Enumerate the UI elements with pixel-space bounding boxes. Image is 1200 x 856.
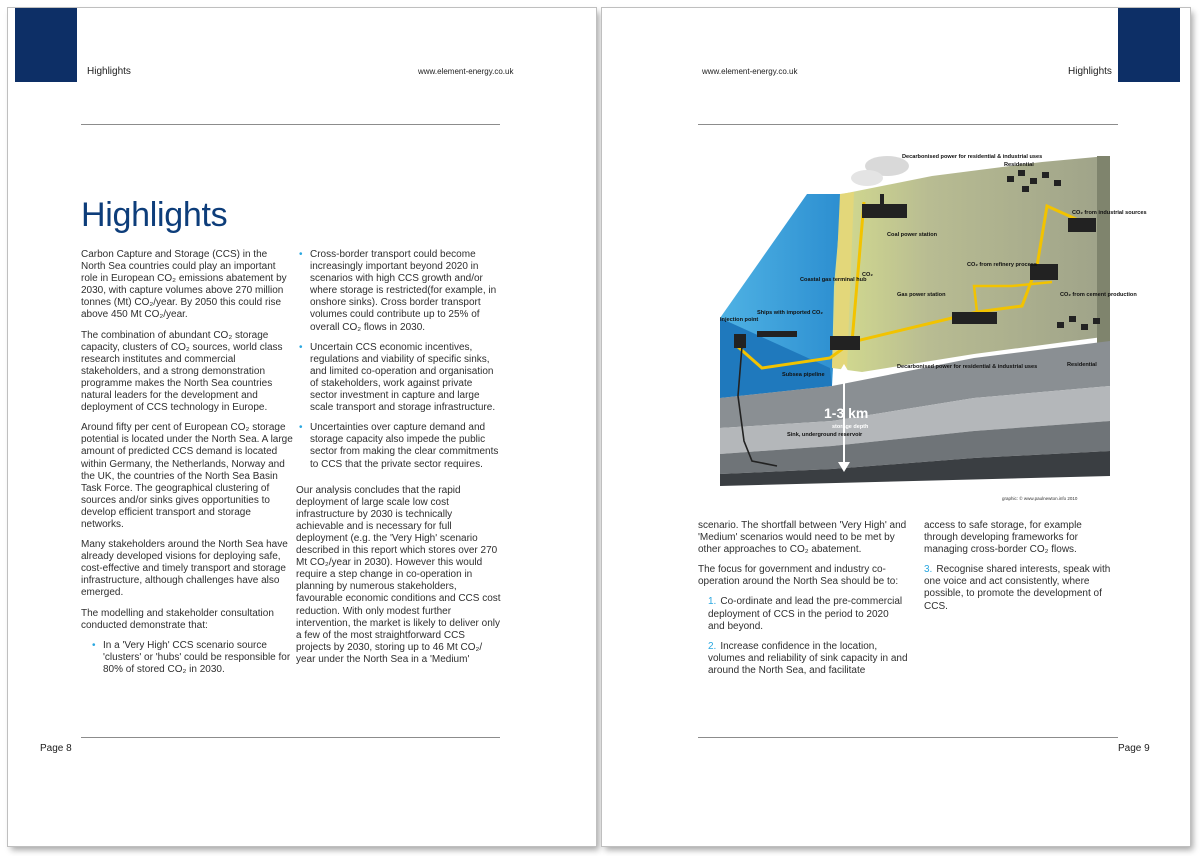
label-decarb-top: Decarbonised power for residential & industrial uses: [902, 154, 1043, 160]
platform: [734, 334, 746, 348]
numbered-item: [924, 564, 1118, 612]
text-column-2: [924, 520, 1118, 621]
label-co2-tag: CO₂: [862, 272, 873, 278]
text-column-1: [81, 249, 293, 684]
header-rule: [698, 124, 1118, 125]
paragraph: Around fifty per cent of European CO₂ storage potential is located under the North Sea. A large amount of predicted CCS demand is located within Germany, the Netherlands, Norway and the UK, the countries of the North Sea Basin Task Force. The geographical clustering of sources and/or sinks gives opportunities to develop efficient transport and storage networks.: [81, 422, 293, 530]
item-number: 1.: [708, 596, 717, 608]
text-column-2: [296, 249, 502, 674]
item-text: Co-ordinate and lead the pre-commercial deployment of CCS in the period to 2020 and beyond.: [708, 596, 903, 632]
item-text: Recognise shared interests, speak with one voice and act consistently, where possible, to promote the development of CCS.: [924, 564, 1111, 612]
footer-rule: [81, 737, 500, 738]
factory-icon: [1068, 218, 1096, 232]
bullet-dot: •: [299, 341, 303, 353]
bullet-item: • Uncertain CCS economic incentives, regulations and viability of specific sinks, and limited co-operation and organisation of stakeholders, work against private sector investment in capture and large scale transport and storage infrastructure.: [299, 341, 496, 414]
bullet-item: • Uncertainties over capture demand and storage capacity also impede the public sector from making the clear commitments to CCS that the private sector requires.: [299, 422, 499, 470]
left-page: [8, 8, 596, 846]
paragraph: The focus for government and industry co-operation around the North Sea should be to:: [698, 564, 899, 588]
coal-power-icon: [862, 204, 907, 218]
numbered-item: [698, 596, 908, 632]
paragraph: Carbon Capture and Storage (CCS) in the North Sea countries could play an important role in European CO₂ emissions abatement by 2030, with capture volumes above 270 million tonnes (Mt) CO₂/year. By 2050 this could rise above 450 Mt CO₂/year.: [81, 249, 287, 321]
bullet-item: • In a 'Very High' CCS scenario source 'clusters' or 'hubs' could be responsible for 80% of stored CO₂ in 2030.: [92, 639, 291, 675]
text-column-1: [698, 520, 908, 685]
label-residential-bottom: Residential: [1067, 362, 1097, 368]
bullet-dot: •: [299, 249, 303, 260]
cliff-side: [1097, 156, 1110, 361]
graphic-credit: graphic: © www.paulnewton.info 2010: [1002, 496, 1078, 501]
header-section-label: Highlights: [1068, 66, 1112, 77]
label-gas-power: Gas power station: [897, 292, 946, 298]
page-title: Highlights: [81, 196, 228, 234]
header-rule: [81, 124, 500, 125]
label-depth: 1-3 km: [824, 405, 869, 421]
label-depth-sub: storage depth: [832, 424, 869, 430]
chimney-icon: [880, 194, 884, 206]
paragraph: scenario. The shortfall between 'Very High' and 'Medium' scenarios would need to be met by other approaches to CO₂ abatement.: [698, 520, 907, 556]
label-decarb-bottom: Decarbonised power for residential & industrial uses: [897, 364, 1038, 370]
paragraph: The modelling and stakeholder consultation conducted demonstrate that:: [81, 607, 274, 631]
label-sink: Sink, underground reservoir: [787, 432, 863, 438]
label-co2-industrial: CO₂ from industrial sources: [1072, 210, 1147, 216]
paragraph: Our analysis concludes that the rapid deployment of large scale low cost infrastructure by 2030 is technically achievable and is necessary for full deployment (e.g. the 'Very High' scenario described in this report which stores over 270 Mt CO₂/year in 2030). However this would require a step change in co-operation in planning by numerous stakeholders, favourable economic conditions and CCS cost reduction. With only modest further intervention, the market is likely to deliver only a few of the most straightforward CCS projects by 2030, storing up to 46 Mt CO₂/ year under the North Sea in a 'Medium': [296, 484, 501, 665]
header-tab: [1118, 8, 1180, 82]
numbered-item: [698, 641, 908, 677]
gas-power-icon: [952, 312, 997, 324]
paragraph: access to safe storage, for example through developing frameworks for managing cross-border CO₂ flows.: [924, 520, 1082, 556]
ccs-infographic: [712, 136, 1147, 506]
label-injection: Injection point: [720, 317, 759, 323]
header-section-label: Highlights: [87, 66, 131, 77]
paragraph: The combination of abundant CO₂ storage capacity, clusters of CO₂ sources, world class research institutes and commercial stakeholders, and a strong demonstration programme makes the North Sea countries natural leaders for the development and deployment of CCS technology in Europe.: [81, 329, 283, 414]
label-coastal-gas: Coastal gas terminal hub: [800, 277, 867, 283]
label-subsea: Subsea pipeline: [782, 372, 825, 378]
label-co2-cement: CO₂ from cement production: [1060, 292, 1137, 298]
header-url: www.element-energy.co.uk: [702, 67, 798, 76]
paragraph: Many stakeholders around the North Sea have already developed visions for deploying safe, cost-effective and timely transport and storage infrastructure, although challenges have also emerged.: [81, 539, 288, 599]
label-ships: Ships with imported CO₂: [757, 310, 823, 316]
bullet-item: • Cross-border transport could become increasingly important beyond 2020 in scenarios with high CCS growth and/or where storage is restricted(for example, in onshore sinks). Cross border transport volumes could contribute up to 25% of overall CO₂ flows in 2030.: [299, 249, 497, 333]
item-number: 2.: [708, 640, 717, 652]
right-page: [602, 8, 1190, 846]
header-url: www.element-energy.co.uk: [418, 67, 514, 76]
footer-rule: [698, 737, 1118, 738]
label-coal-power: Coal power station: [887, 232, 938, 238]
smoke-cloud: [851, 170, 883, 186]
label-residential-top: Residential: [1004, 162, 1034, 168]
label-co2-refinery: CO₂ from refinery process: [967, 262, 1037, 268]
item-number: 3.: [924, 564, 933, 576]
header-tab: [15, 8, 77, 82]
terminal-icon: [830, 336, 860, 350]
ship-icon: [757, 331, 797, 337]
page-number: Page 8: [40, 743, 72, 754]
item-text: Increase confidence in the location, volumes and reliability of sink capacity in and around the North Sea, and facilitate: [708, 640, 908, 676]
bullet-dot: •: [92, 639, 96, 651]
page-number: Page 9: [1118, 743, 1150, 754]
bullet-dot: •: [299, 422, 303, 434]
